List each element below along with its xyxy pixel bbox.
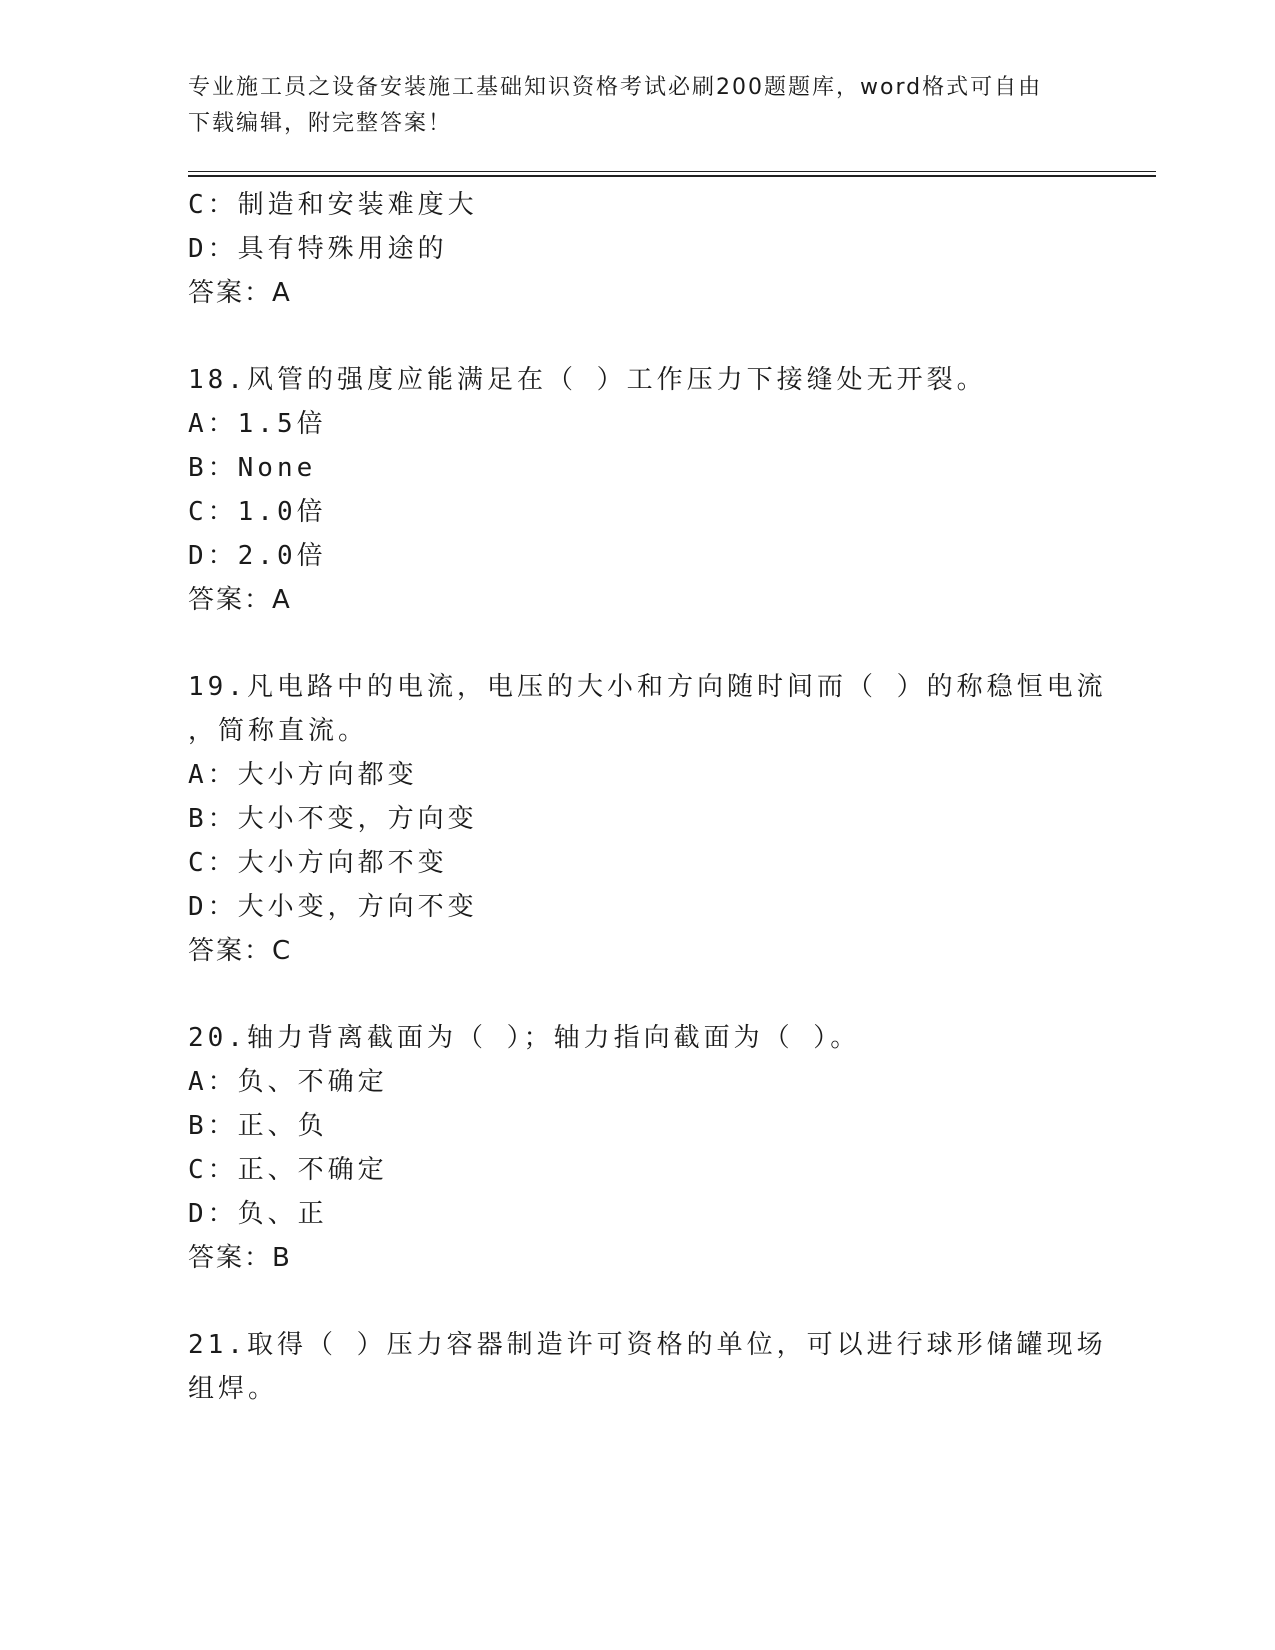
q20-option-b: B：正、负 [188,1111,328,1141]
q20-option-a: A：负、不确定 [188,1067,388,1097]
q18-answer: 答案：A [188,585,292,615]
header-line-2: 下载编辑，附完整答案！ [188,111,453,136]
q19-option-a: A：大小方向都变 [188,760,418,790]
q19-answer: 答案：C [188,936,293,966]
q19-option-d: D：大小变，方向不变 [188,892,478,922]
q18-option-a: A：1.5倍 [188,409,327,439]
prev-option-d: D：具有特殊用途的 [188,234,448,264]
q18-option-c: C：1.0倍 [188,497,327,527]
header-line-1: 专业施工员之设备安装施工基础知识资格考试必刷200题题库，word格式可自由 [188,75,1043,100]
q21-stem-line-1: 21.取得（ ）压力容器制造许可资格的单位，可以进行球形储罐现场 [188,1330,1107,1360]
q19-option-c: C：大小方向都不变 [188,848,448,878]
q18-option-b: B：None [188,453,317,483]
q18-option-d: D：2.0倍 [188,541,327,571]
q20-option-c: C：正、不确定 [188,1155,388,1185]
header-divider-thick [188,175,1156,177]
q19-stem-line-2: ，简称直流。 [188,716,369,746]
document-header [188,70,1068,142]
q20-option-d: D：负、正 [188,1199,328,1229]
q19-option-b: B：大小不变，方向变 [188,804,478,834]
q18-stem: 18.风管的强度应能满足在（ ）工作压力下接缝处无开裂。 [188,365,987,395]
header-divider-thin [188,171,1156,172]
q19-stem-line-1: 19.凡电路中的电流，电压的大小和方向随时间而（ ）的称稳恒电流 [188,672,1107,702]
q20-stem: 20.轴力背离截面为（ ）；轴力指向截面为（ ）。 [188,1023,861,1053]
q20-answer: 答案：B [188,1243,292,1273]
q21-stem-line-2: 组焊。 [188,1374,279,1404]
prev-answer: 答案：A [188,278,292,308]
prev-option-c: C：制造和安装难度大 [188,190,478,220]
